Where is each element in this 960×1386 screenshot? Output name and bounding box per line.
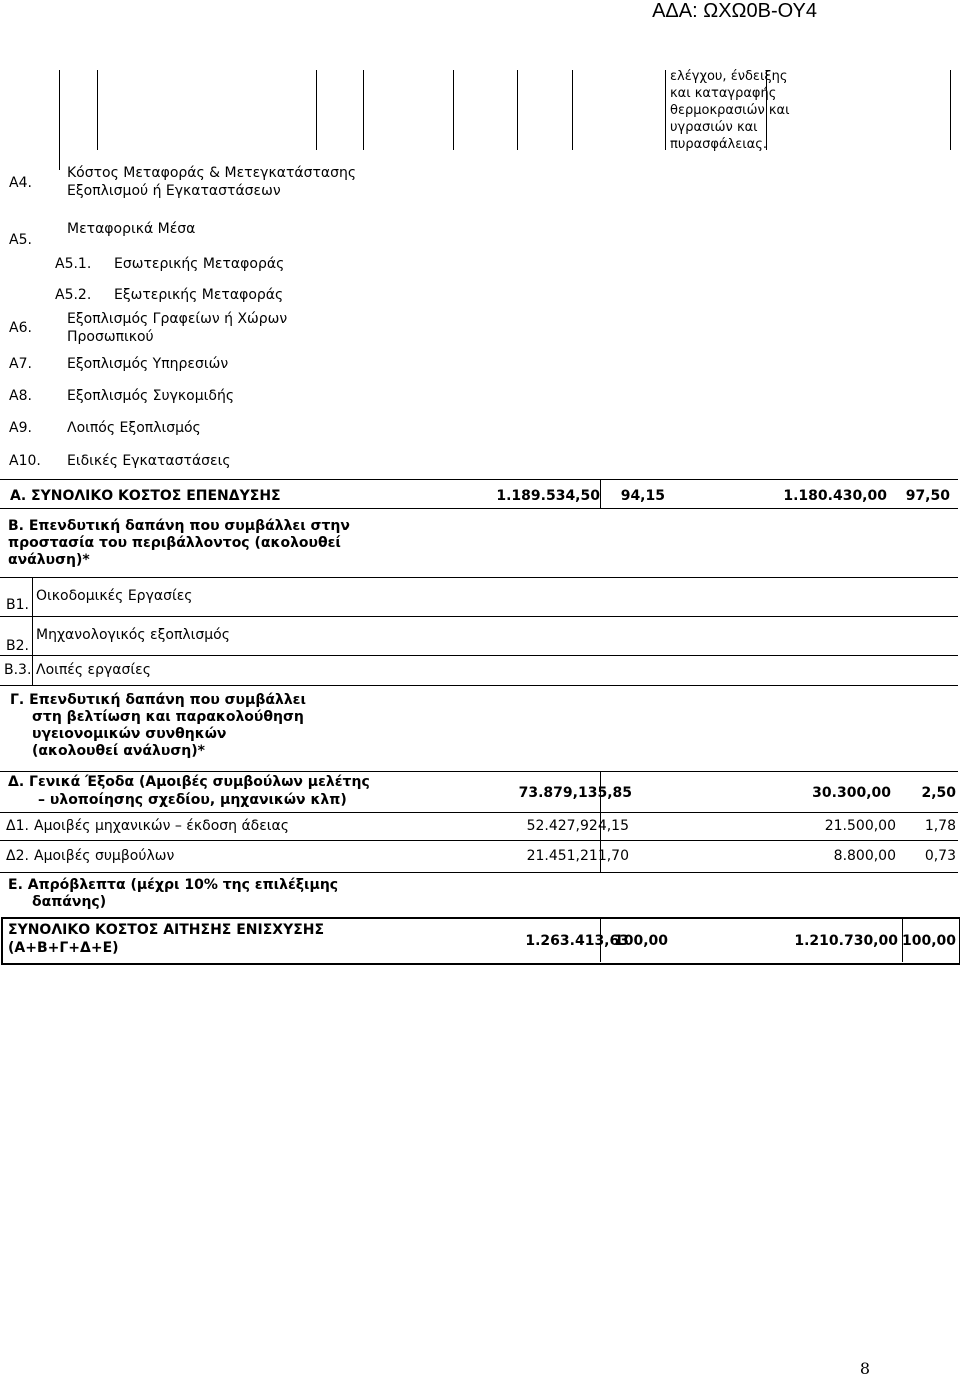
item-label-b1: Οικοδομικές Εργασίες	[36, 588, 193, 604]
table-line	[453, 70, 454, 150]
item-code-a8: Α8.	[9, 388, 32, 404]
section-d-title-cont: – υλοποίησης σχεδίου, μηχανικών κλπ)	[38, 792, 347, 808]
table-line	[363, 70, 364, 150]
table-line	[0, 655, 958, 656]
item-label-b2: Μηχανολογικός εξοπλισμός	[36, 627, 230, 643]
table-line	[0, 840, 958, 841]
section-b-title: Β. Επενδυτική δαπάνη που συμβάλλει στην προστασία του περιβάλλοντος (ακολουθεί ανάλυση)*	[8, 518, 350, 568]
item-label-a8: Εξοπλισμός Συγκομιδής	[67, 388, 235, 404]
table-line	[665, 70, 666, 150]
item-label-a6-cont: Προσωπικού	[67, 329, 154, 345]
item-label-a7: Εξοπλισμός Υπηρεσιών	[67, 356, 229, 372]
grand-total-value-2: 1.210.730,00	[794, 933, 898, 949]
total-a-value-1: 1.189.534,50	[496, 488, 600, 504]
section-d-value-2: 30.300,00	[812, 785, 891, 801]
item-code-a7: Α7.	[9, 356, 32, 372]
grand-total-label: ΣΥΝΟΛΙΚΟ ΚΟΣΤΟΣ ΑΙΤΗΣΗΣ ΕΝΙΣΧΥΣΗΣ	[8, 922, 325, 938]
table-line	[97, 70, 98, 150]
grand-total-percent-2: 100,00	[901, 933, 956, 949]
table-line	[0, 616, 958, 617]
item-code-d1: Δ1.	[6, 818, 29, 834]
item-label-a10: Ειδικές Εγκαταστάσεις	[67, 453, 231, 469]
total-a-percent-1: 94,15	[620, 488, 665, 504]
item-code-a4: Α4.	[9, 175, 32, 191]
table-line	[0, 479, 958, 480]
item-code-a5-2: Α5.2.	[55, 287, 92, 303]
table-line	[572, 70, 573, 150]
total-a-label: Α. ΣΥΝΟΛΙΚΟ ΚΟΣΤΟΣ ΕΠΕΝΔΥΣΗΣ	[10, 488, 281, 504]
document-code: ΑΔΑ: ΩΧΩ0Β-ΟΥ4	[652, 0, 817, 22]
grand-total-label-cont: (Α+Β+Γ+Δ+Ε)	[8, 940, 119, 956]
table-line	[0, 872, 958, 873]
item-code-a10: Α10.	[9, 453, 41, 469]
table-line	[517, 70, 518, 150]
section-g-title: Γ. Επενδυτική δαπάνη που συμβάλλει στη βελτίωση και παρακολούθηση υγειονομικών συνθηκών (ακολουθεί ανάλυση)*	[10, 692, 306, 759]
item-code-a9: Α9.	[9, 420, 32, 436]
item-label-a4: Κόστος Μεταφοράς & Μετεγκατάστασης	[67, 165, 357, 181]
item-label-b3: Λοιπές εργασίες	[36, 662, 151, 678]
table-line	[0, 685, 958, 686]
d1-percent-2: 1,78	[924, 818, 956, 834]
table-line	[950, 70, 951, 150]
item-label-d2: Αμοιβές συμβούλων	[34, 848, 175, 864]
item-label-a6: Εξοπλισμός Γραφείων ή Χώρων	[67, 311, 288, 327]
item-label-d1: Αμοιβές μηχανικών – έκδοση άδειας	[34, 818, 289, 834]
d2-percent-2: 0,73	[924, 848, 956, 864]
item-label-a5-1: Εσωτερικής Μεταφοράς	[114, 256, 285, 272]
grand-total-value-1: 1.263.413,63	[525, 933, 629, 949]
table-line	[0, 508, 958, 509]
item-code-b3: Β.3.	[4, 662, 32, 678]
item-code-a6: Α6.	[9, 320, 32, 336]
total-a-value-2: 1.180.430,00	[783, 488, 887, 504]
d2-value-2: 8.800,00	[833, 848, 896, 864]
item-label-a5: Μεταφορικά Μέσα	[67, 221, 196, 237]
item-code-b1: Β1.	[6, 597, 29, 613]
item-label-a4-cont: Εξοπλισμού ή Εγκαταστάσεων	[67, 183, 281, 199]
top-note: ελέγχου, ένδειξης και καταγραφής θερμοκρασιών και υγρασιών και πυρασφάλειας.	[670, 69, 790, 152]
grand-total-percent-1: 100,00	[613, 933, 668, 949]
table-line	[59, 70, 60, 170]
section-d-percent-2: 2,50	[921, 785, 956, 801]
total-a-percent-2: 97,50	[905, 488, 950, 504]
item-code-a5-1: Α5.1.	[55, 256, 92, 272]
section-d-value-1: 73.879,135,85	[518, 785, 632, 801]
d2-value-1: 21.451,211,70	[526, 848, 629, 864]
d1-value-2: 21.500,00	[824, 818, 896, 834]
item-code-a5: Α5.	[9, 232, 32, 248]
item-label-a9: Λοιπός Εξοπλισμός	[67, 420, 201, 436]
section-e-title: Ε. Απρόβλεπτα (μέχρι 10% της επιλέξιμης δαπάνης)	[8, 877, 339, 910]
page-number: 8	[859, 1359, 870, 1378]
table-line	[32, 578, 33, 685]
item-code-b2: Β2.	[6, 638, 29, 654]
table-line	[600, 480, 601, 508]
table-line	[316, 70, 317, 150]
table-line	[0, 812, 958, 813]
section-d-title: Δ. Γενικά Έξοδα (Αμοιβές συμβούλων μελέτης	[8, 774, 370, 790]
table-line	[0, 771, 958, 772]
item-label-a5-2: Εξωτερικής Μεταφοράς	[114, 287, 284, 303]
table-line	[0, 577, 958, 578]
item-code-d2: Δ2.	[6, 848, 29, 864]
d1-value-1: 52.427,924,15	[526, 818, 629, 834]
